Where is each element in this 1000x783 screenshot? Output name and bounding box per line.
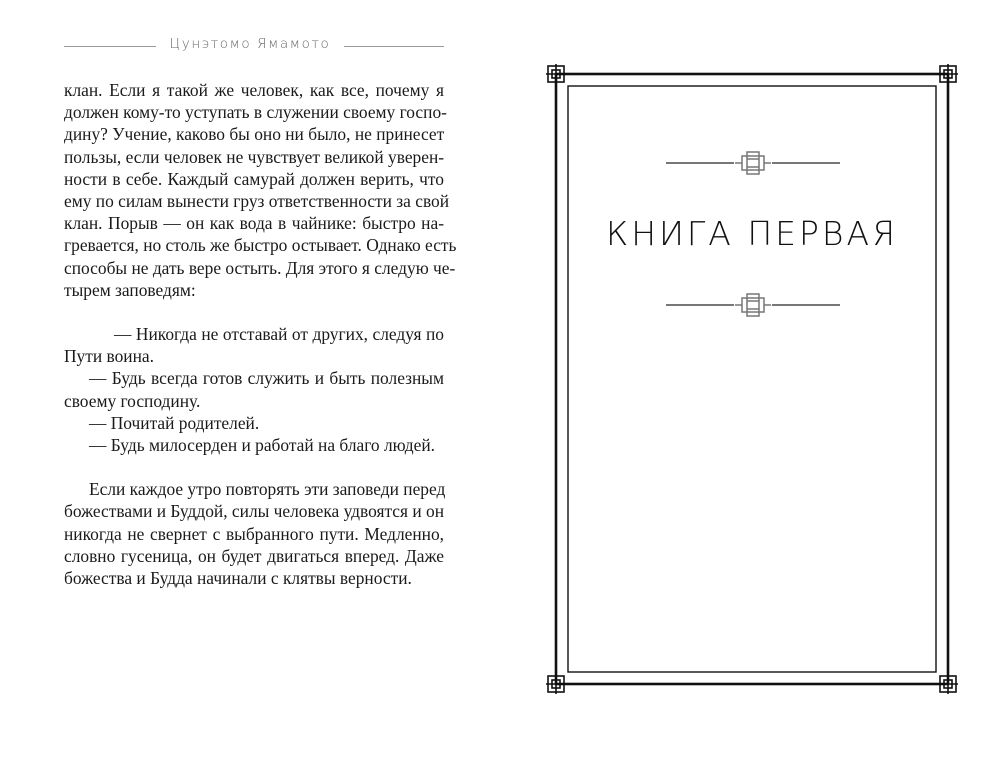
text-line: никогда не свернет с выбранного пути. Медленно, (64, 523, 444, 544)
text-line: должен кому-то уступать в служении своему госпо- (64, 102, 447, 123)
header-rule-right (344, 46, 444, 47)
header-rule-left (64, 46, 156, 47)
text-line: божествами и Буддой, силы человека удвоятся и он (64, 501, 445, 522)
commandment-2-line: — Будь всегда готов служить и быть полезным (89, 368, 444, 389)
commandments-list (64, 323, 444, 456)
commandment-1-line: Пути воина. (64, 346, 154, 367)
body-text (64, 79, 457, 589)
text-line: божества и Будда начинали с клятвы верности. (64, 568, 412, 589)
text-line: клан. Если я такой же человек, как все, почему я (64, 80, 444, 100)
text-line: клан. Порыв — он как вода в чайнике: быстро на- (64, 213, 444, 234)
paragraph-2 (64, 478, 444, 589)
running-header (64, 36, 444, 56)
text-line: способы не дать вере остыть. Для этого я следую че- (64, 257, 456, 278)
text-line: словно гусеница, он будет двигаться вперед. Даже (64, 545, 444, 566)
header-author: Цунэтомо Ямамото (169, 36, 331, 52)
bottom-divider (666, 294, 840, 316)
commandment-4-line: — Будь милосерден и работай на благо людей. (89, 435, 435, 456)
text-line: Если каждое утро повторять эти заповеди перед (89, 479, 446, 500)
top-divider (666, 152, 840, 174)
corner-knot-icon (546, 64, 566, 84)
decorative-border (546, 64, 958, 694)
chapter-title-frame (546, 64, 958, 694)
commandment-2-line: своему господину. (64, 390, 201, 411)
commandment-3-line: — Почитай родителей. (89, 412, 260, 433)
commandment-1-line: — Никогда не отставай от других, следуя по (114, 324, 444, 345)
corner-knot-icon (938, 674, 958, 694)
endless-knot-icon (735, 152, 771, 174)
text-line: тырем заповедям: (64, 279, 196, 300)
corner-knot-icon (938, 64, 958, 84)
paragraph-1 (64, 79, 457, 301)
text-line: ности в себе. Каждый самурай должен верить, что (64, 168, 444, 189)
text-line: пользы, если человек не чувствует великой уверен- (64, 146, 445, 167)
text-line: дину? Учение, каково бы оно ни было, не принесет (64, 124, 445, 145)
text-line: гревается, но столь же быстро остывает. Однако есть (64, 235, 457, 256)
corner-knot-icon (546, 674, 566, 694)
text-line: ему по силам вынести груз ответственности за свой (64, 191, 450, 212)
chapter-title: КНИГА ПЕРВАЯ (605, 214, 899, 253)
endless-knot-icon (735, 294, 771, 316)
